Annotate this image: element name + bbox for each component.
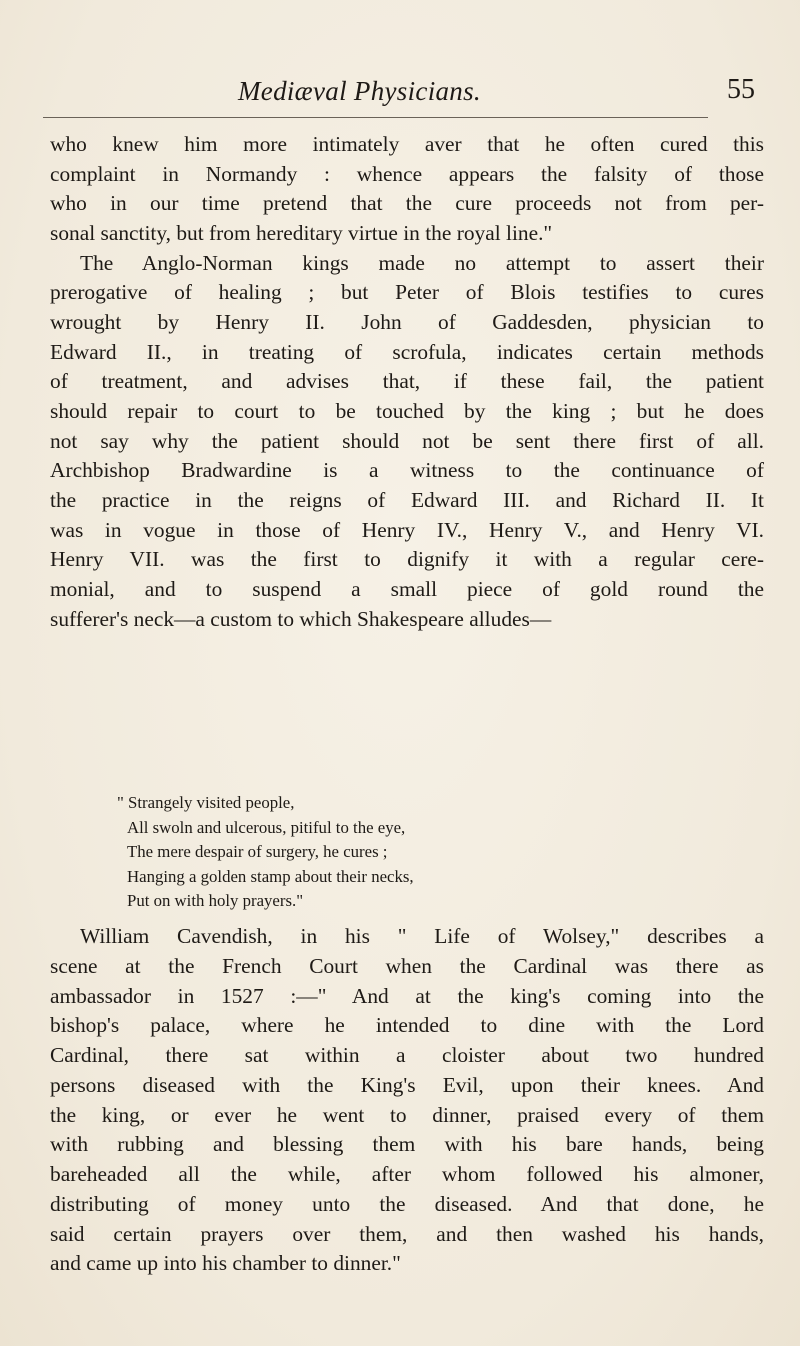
verse-line: The mere despair of surgery, he cures ; [127, 842, 388, 861]
text-line: Cardinal, there sat within a cloister about two hundred [50, 1043, 764, 1067]
verse-line: Put on with holy prayers." [127, 891, 304, 910]
text-line: monial, and to suspend a small piece of gold round the [50, 576, 764, 601]
text-line: ambassador in 1527 :—" And at the king's coming into the [50, 983, 764, 1008]
text-line: not say why the patient should not be sent there first of all. [50, 428, 764, 453]
verse-line: All swoln and ulcerous, pitiful to the eye, [127, 817, 406, 837]
text-line: sonal sanctity, but from hereditary virtue in the royal line." [50, 220, 553, 245]
text-line: wrought by Henry II. John of Gaddesden, physician to [50, 309, 764, 334]
text-line: complaint in Normandy : whence appears the falsity of those [50, 161, 764, 186]
text-line: The Anglo-Norman kings made no attempt to assert their [80, 250, 764, 275]
verse-quotation [117, 791, 687, 914]
text-line: distributing of money unto the diseased. And that done, he [50, 1191, 764, 1216]
text-line: Archbishop Bradwardine is a witness to the continuance of [50, 458, 764, 483]
text-line: the king, or ever he went to dinner, praised every of them [50, 1102, 764, 1127]
header-rule [43, 117, 708, 118]
verse-line: " Strangely visited people, [117, 793, 295, 812]
text-line: with rubbing and blessing them with his bare hands, being [50, 1132, 764, 1157]
text-line: and came up into his chamber to dinner." [50, 1251, 401, 1276]
text-line: Henry VII. was the first to dignify it with a regular cere- [50, 547, 764, 572]
text-line: bareheaded all the while, after whom followed his almoner, [50, 1162, 764, 1186]
text-line: said certain prayers over them, and then washed his hands, [50, 1221, 764, 1246]
text-line: the practice in the reigns of Edward III. and Richard II. It [50, 487, 764, 512]
text-line: of treatment, and advises that, if these fail, the patient [50, 369, 764, 394]
text-line: bishop's palace, where he intended to dine with the Lord [50, 1013, 764, 1038]
text-line: William Cavendish, in his " Life of Wolsey," describes a [80, 924, 764, 948]
text-line: prerogative of healing ; but Peter of Blois testifies to cures [50, 280, 764, 305]
text-line: persons diseased with the King's Evil, upon their knees. And [50, 1072, 764, 1097]
text-line: sufferer's neck—a custom to which Shakespeare alludes— [50, 606, 552, 631]
text-line: who knew him more intimately aver that he often cured this [50, 132, 764, 156]
text-line: who in our time pretend that the cure proceeds not from per- [50, 191, 764, 216]
body-text-lower [50, 922, 764, 1279]
running-head-title: Mediæval Physicians. [238, 76, 481, 106]
text-line: was in vogue in those of Henry IV., Henry V., and Henry VI. [50, 517, 764, 542]
body-text-upper [50, 130, 764, 634]
text-line: scene at the French Court when the Cardinal was there as [50, 953, 764, 978]
page-number: 55 [727, 74, 755, 105]
text-line: should repair to court to be touched by the king ; but he does [50, 398, 764, 423]
text-line: Edward II., in treating of scrofula, indicates certain methods [50, 339, 764, 364]
verse-line: Hanging a golden stamp about their necks, [127, 866, 414, 886]
